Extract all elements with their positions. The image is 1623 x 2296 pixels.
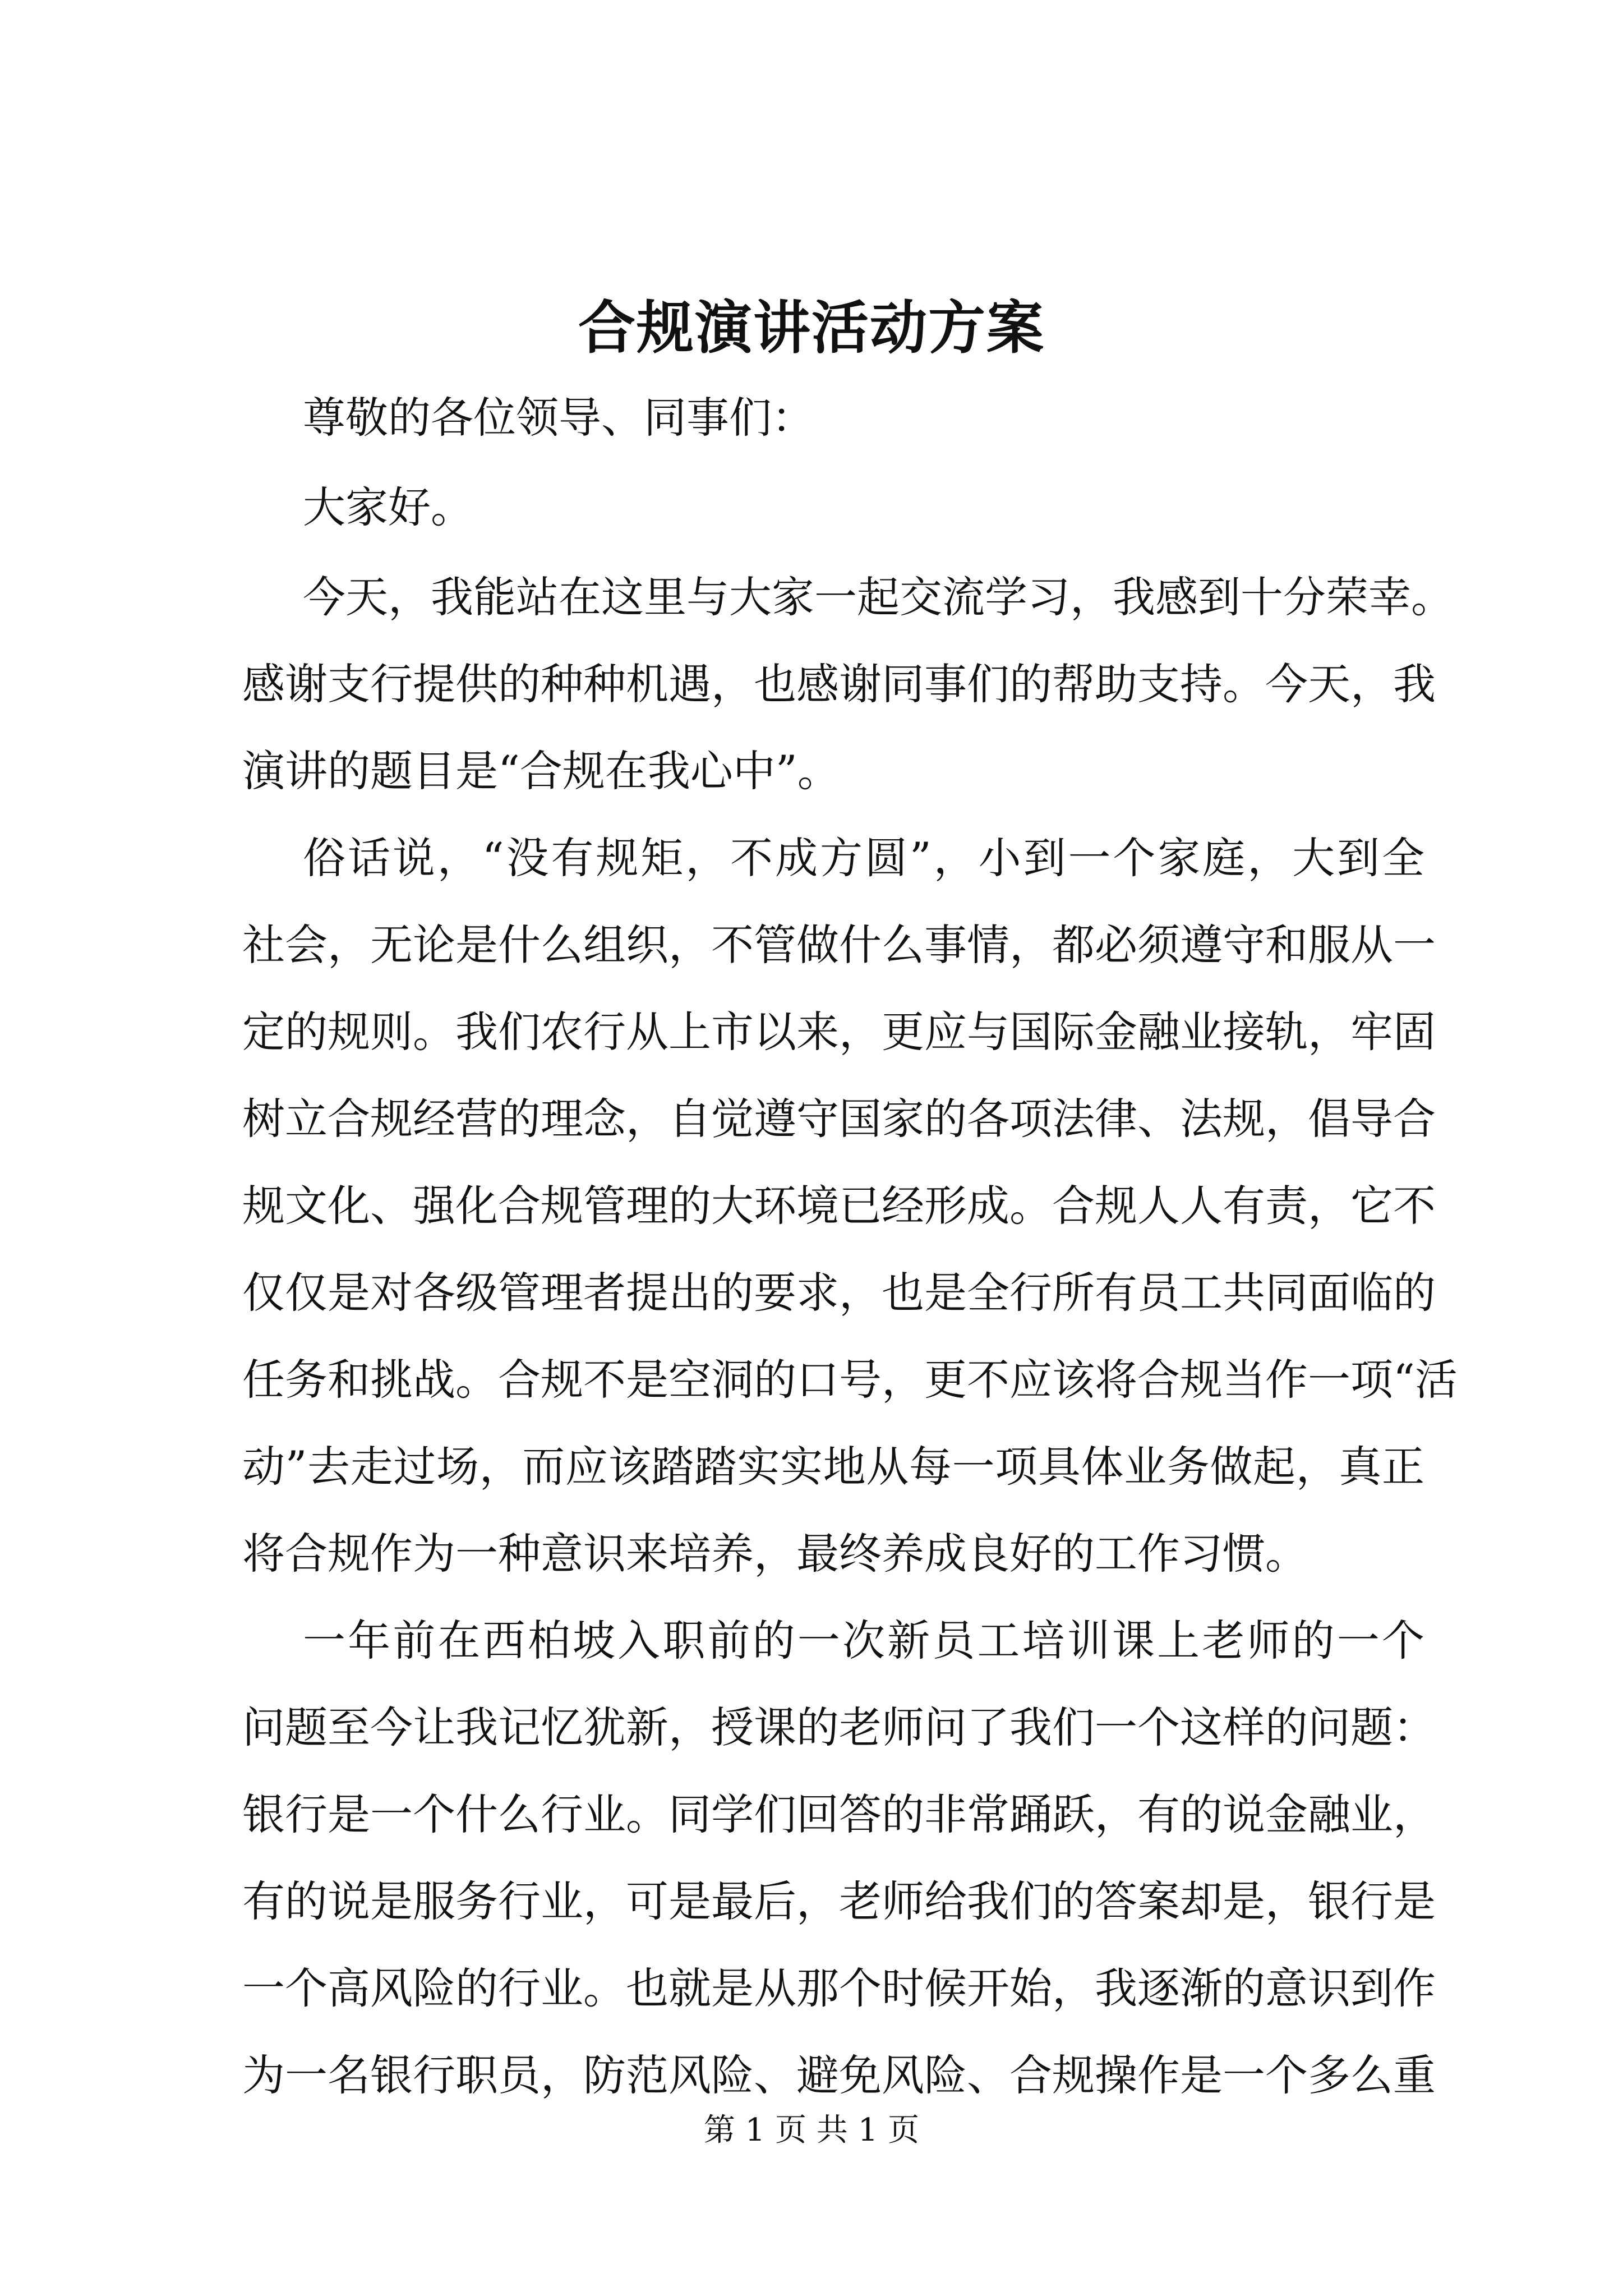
text-line: 规文化、强化合规管理的大环境已经形成。合规人人有责，它不 [242,1181,1436,1231]
text-line: 感谢支行提供的种种机遇，也感谢同事们的帮助支持。今天，我 [242,659,1436,709]
text-line: 为一名银行职员，防范风险、避免风险、合规操作是一个多么重 [242,2050,1436,2100]
text-line: 一年前在西柏坡入职前的一次新员工培训课上老师的一个 [303,1616,1424,1665]
text-line: 演讲的题目是“合规在我心中”。 [242,746,840,796]
text-line: 有的说是服务行业，可是最后，老师给我们的答案却是，银行是 [242,1876,1436,1926]
text-line: 尊敬的各位领导、同事们： [303,393,814,443]
document-title: 合规演讲活动方案 [578,295,1045,362]
text-line: 树立合规经营的理念，自觉遵守国家的各项法律、法规，倡导合 [242,1094,1436,1144]
text-line: 今天，我能站在这里与大家一起交流学习，我感到十分荣幸。 [303,572,1454,622]
text-line: 问题至今让我记忆犹新，授课的老师问了我们一个这样的问题： [242,1703,1436,1752]
text-line: 动”去走过场，而应该踏踏实实地从每一项具体业务做起，真正 [242,1442,1424,1492]
text-line: 任务和挑战。合规不是空洞的口号，更不应该将合规当作一项“活 [242,1355,1458,1405]
text-line: 仅仅是对各级管理者提出的要求，也是全行所有员工共同面临的 [242,1268,1436,1318]
text-line: 大家好。 [303,482,473,532]
text-line: 俗话说，“没有规矩，不成方圆”，小到一个家庭，大到全 [303,833,1424,883]
text-line: 银行是一个什么行业。同学们回答的非常踊跃，有的说金融业， [242,1789,1436,1839]
text-line: 社会，无论是什么组织，不管做什么事情，都必须遵守和服从一 [242,920,1436,970]
text-line: 将合规作为一种意识来培养，最终养成良好的工作习惯。 [242,1529,1308,1579]
text-line: 一个高风险的行业。也就是从那个时候开始，我逐渐的意识到作 [242,1963,1436,2013]
page-footer: 第 1 页 共 1 页 [703,2112,920,2148]
text-line: 定的规则。我们农行从上市以来，更应与国际金融业接轨，牢固 [242,1007,1436,1057]
